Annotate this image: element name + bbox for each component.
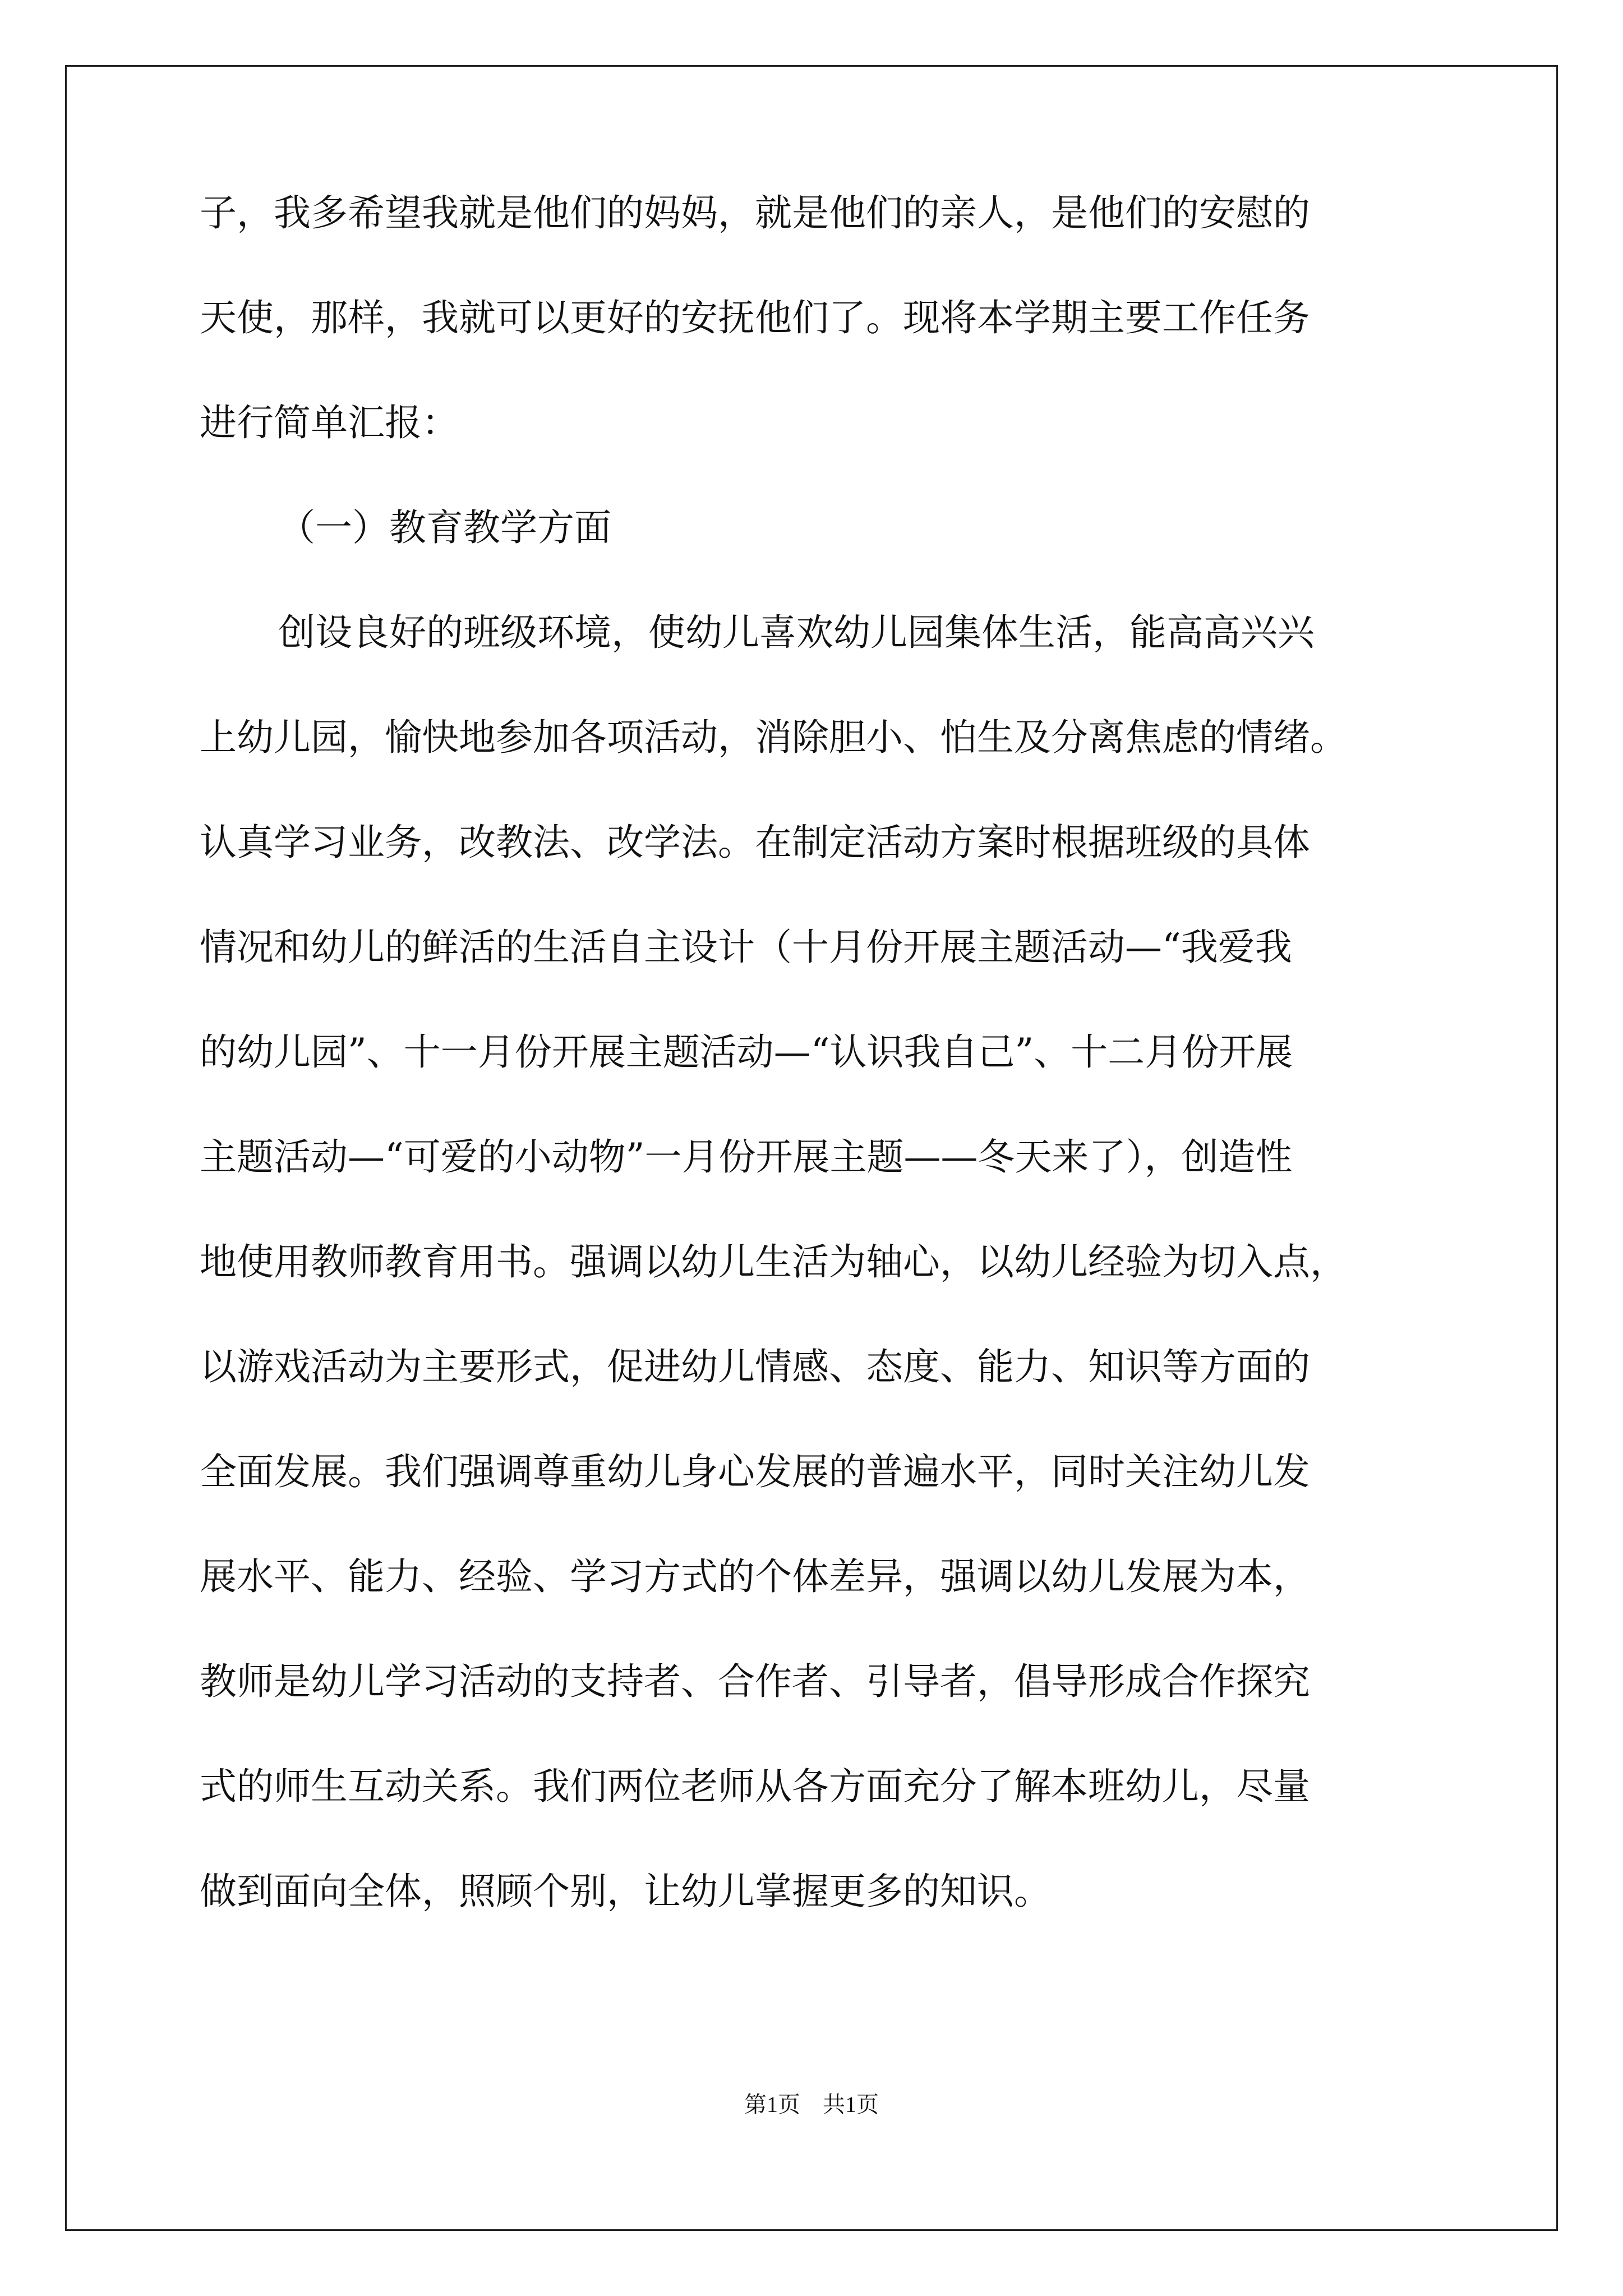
text-line: 地使用教师教育用书。强调以幼儿生活为轴心，以幼儿经验为切入点， [200, 1240, 1347, 1283]
page-footer: 第1页 共1页 [744, 2092, 879, 2117]
text-line: 式的师生互动关系。我们两位老师从各方面充分了解本班幼儿，尽量 [200, 1765, 1310, 1808]
text-line: 展水平、能力、经验、学习方式的个体差异，强调以幼儿发展为本， [200, 1555, 1310, 1598]
text-line: 情况和幼儿的鲜活的生活自主设计（十月份开展主题活动—“我爱我 [200, 926, 1292, 969]
text-line: 的幼儿园”、十一月份开展主题活动—“认识我自己”、十二月份开展 [200, 1030, 1293, 1074]
text-line: 进行简单汇报： [200, 401, 459, 444]
text-line: 天使，那样，我就可以更好的安抚他们了。现将本学期主要工作任务 [200, 296, 1310, 339]
text-line: 上幼儿园，愉快地参加各项活动，消除胆小、怕生及分离焦虑的情绪。 [200, 716, 1347, 759]
text-line: 创设良好的班级环境，使幼儿喜欢幼儿园集体生活，能高高兴兴 [278, 611, 1315, 654]
text-line: 以游戏活动为主要形式，促进幼儿情感、态度、能力、知识等方面的 [200, 1345, 1310, 1388]
section-heading: （一）教育教学方面 [278, 506, 611, 549]
text-line: 子，我多希望我就是他们的妈妈，就是他们的亲人，是他们的安慰的 [200, 191, 1310, 234]
text-line: 做到面向全体，照顾个别，让幼儿掌握更多的知识。 [200, 1870, 1051, 1913]
text-line: 认真学习业务，改教法、改学法。在制定活动方案时根据班级的具体 [200, 821, 1310, 864]
text-line: 教师是幼儿学习活动的支持者、合作者、引导者，倡导形成合作探究 [200, 1660, 1310, 1703]
text-line: 主题活动—“可爱的小动物”一月份开展主题——冬天来了），创造性 [200, 1135, 1293, 1179]
text-line: 全面发展。我们强调尊重幼儿身心发展的普遍水平，同时关注幼儿发 [200, 1450, 1310, 1493]
